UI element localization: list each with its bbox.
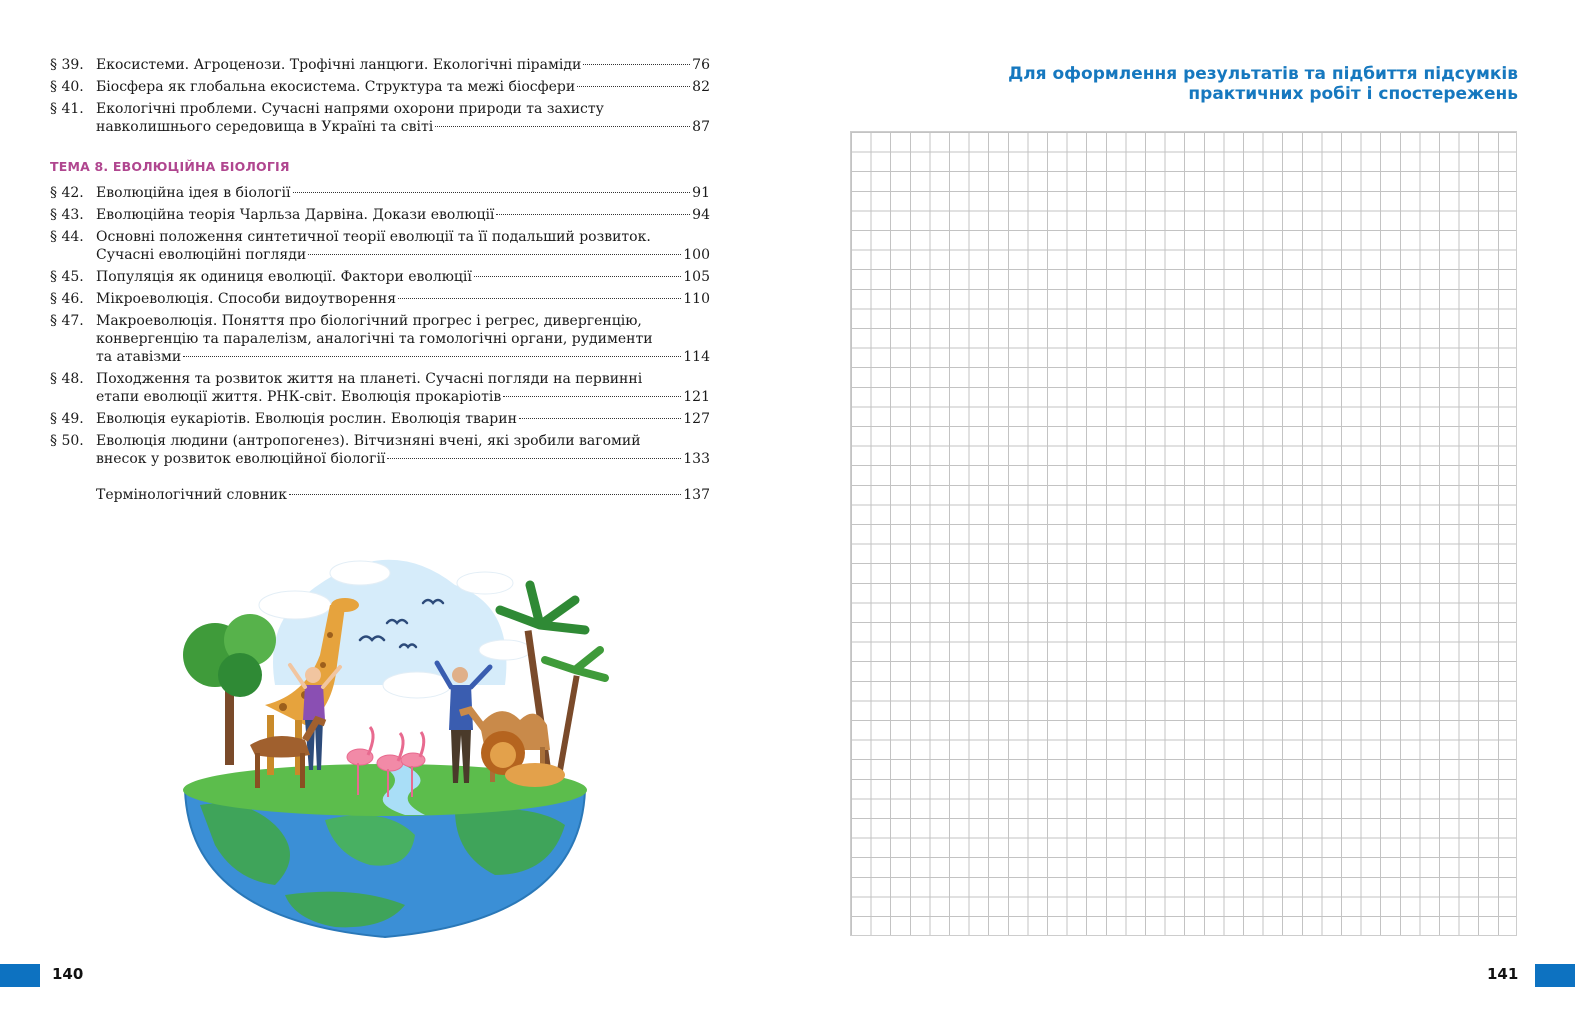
toc-entry-page: 91 xyxy=(692,185,710,201)
toc-entry-title: Еволюційна теорія Чарльза Дарвіна. Докази еволюції xyxy=(96,207,495,223)
toc-entry[interactable] xyxy=(50,432,710,468)
toc-entry[interactable] xyxy=(50,184,710,202)
leader-dots xyxy=(503,396,681,397)
toc-entry-title: та атавізми xyxy=(96,349,182,365)
page-number-bar xyxy=(0,964,40,987)
leader-dots xyxy=(308,254,681,255)
toc-entry-number: § 40. xyxy=(50,79,84,95)
toc-entry-number: § 50. xyxy=(50,433,84,449)
toc-entry[interactable] xyxy=(50,268,710,286)
leader-dots xyxy=(583,64,690,65)
toc-entry-title: Еволюційна ідея в біології xyxy=(96,185,291,201)
glossary-page: 137 xyxy=(683,487,710,503)
toc-entry-page: 105 xyxy=(683,269,710,285)
toc-entry-number: § 46. xyxy=(50,291,84,307)
evolution-planet-illustration xyxy=(155,535,615,945)
toc-entry-title: Екологічні проблеми. Сучасні напрями охорони природи та захисту xyxy=(96,101,604,117)
toc-entry-page: 94 xyxy=(692,207,710,223)
toc-entry-page: 121 xyxy=(683,389,710,405)
toc-entry-page: 110 xyxy=(683,291,710,307)
toc-entry-page: 76 xyxy=(692,57,710,73)
toc-entry[interactable] xyxy=(50,370,710,406)
toc-entry[interactable] xyxy=(50,410,710,428)
toc-entry[interactable] xyxy=(50,290,710,308)
toc-entry-number: § 41. xyxy=(50,101,84,117)
toc-entry-number: § 44. xyxy=(50,229,84,245)
page-number-left: 140 xyxy=(52,965,84,983)
toc-entry-title: Макроеволюція. Поняття про біологічний прогрес і регрес, дивергенцію, xyxy=(96,313,642,329)
leader-dots xyxy=(398,298,681,299)
leader-dots xyxy=(435,126,690,127)
toc-entry-number: § 43. xyxy=(50,207,84,223)
left-page xyxy=(0,0,780,1024)
toc-entry[interactable] xyxy=(50,78,710,96)
toc-section-ecology xyxy=(50,56,710,136)
leader-dots xyxy=(474,276,681,277)
toc-section-evolution xyxy=(50,184,710,468)
toc-entry-number: § 47. xyxy=(50,313,84,329)
toc-entry-title: Біосфера як глобальна екосистема. Структура та межі біосфери xyxy=(96,79,576,95)
toc-entry[interactable] xyxy=(50,206,710,224)
toc-entry-page: 82 xyxy=(692,79,710,95)
page-number-right: 141 xyxy=(1487,965,1519,983)
toc-entry[interactable] xyxy=(50,312,710,366)
right-page xyxy=(790,0,1575,1024)
toc-entry[interactable] xyxy=(50,56,710,74)
toc-entry-number: § 48. xyxy=(50,371,84,387)
leader-dots xyxy=(519,418,681,419)
topic-heading: ТЕМА 8. ЕВОЛЮЦІЙНА БІОЛОГІЯ xyxy=(50,159,290,174)
toc-entry-glossary[interactable] xyxy=(50,486,710,504)
glossary-label: Термінологічний словник xyxy=(96,487,288,503)
toc-entry-title: Еволюція еукаріотів. Еволюція рослин. Еволюція тварин xyxy=(96,411,517,427)
toc-entry-number: § 45. xyxy=(50,269,84,285)
notes-title-line1: Для оформлення результатів та підбиття підсумків xyxy=(1008,64,1518,84)
leader-dots xyxy=(289,494,681,495)
leader-dots xyxy=(293,192,691,193)
table-of-contents xyxy=(50,56,710,508)
toc-entry[interactable] xyxy=(50,228,710,264)
toc-entry-number: § 39. xyxy=(50,57,84,73)
toc-entry-page: 133 xyxy=(683,451,710,467)
notes-title-line2: практичних робіт і спостережень xyxy=(1188,84,1518,104)
toc-entry-title: Популяція як одиниця еволюції. Фактори еволюції xyxy=(96,269,472,285)
graph-paper-grid[interactable] xyxy=(850,131,1517,936)
toc-entry-title: Походження та розвиток життя на планеті. Сучасні погляди на первинні xyxy=(96,371,643,387)
leader-dots xyxy=(496,214,690,215)
toc-entry-title: Мікроеволюція. Способи видоутворення xyxy=(96,291,397,307)
leader-dots xyxy=(577,86,690,87)
toc-entry-page: 87 xyxy=(692,119,710,135)
leader-dots xyxy=(387,458,681,459)
toc-entry-title: Сучасні еволюційні погляди xyxy=(96,247,307,263)
toc-entry-title: Екосистеми. Агроценози. Трофічні ланцюги. Екологічні піраміди xyxy=(96,57,582,73)
toc-entry-number: § 49. xyxy=(50,411,84,427)
toc-entry[interactable] xyxy=(50,100,710,136)
toc-entry-title: етапи еволюції життя. РНК-світ. Еволюція прокаріотів xyxy=(96,389,502,405)
toc-entry-title: внесок у розвиток еволюційної біології xyxy=(96,451,386,467)
toc-entry-page: 100 xyxy=(683,247,710,263)
page-number-bar xyxy=(1535,964,1575,987)
notes-page-title xyxy=(1008,64,1518,104)
toc-entry-page: 127 xyxy=(683,411,710,427)
toc-entry-title: Еволюція людини (антропогенез). Вітчизняні вчені, які зробили вагомий xyxy=(96,433,641,449)
toc-entry-title: навколишнього середовища в Україні та світі xyxy=(96,119,434,135)
toc-entry-title: конвергенцію та паралелізм, аналогічні та гомологічні органи, рудименти xyxy=(96,331,653,347)
toc-entry-page: 114 xyxy=(683,349,710,365)
leader-dots xyxy=(183,356,681,357)
toc-entry-number: § 42. xyxy=(50,185,84,201)
toc-entry-title: Основні положення синтетичної теорії еволюції та її подальший розвиток. xyxy=(96,229,651,245)
